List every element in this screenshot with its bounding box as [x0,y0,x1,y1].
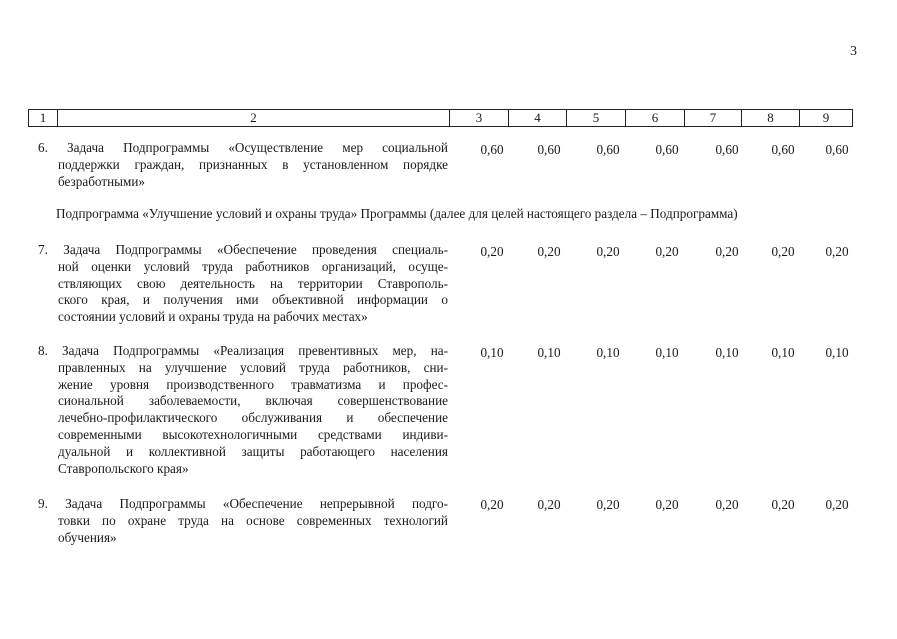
table-row-8-description [38,343,448,477]
table-cell-value: 0,10 [655,345,679,360]
table-cell-value: 0,10 [480,345,504,360]
table-cell-value: 0,20 [596,497,620,512]
table-cell-value: 0,20 [480,244,504,259]
table-cell-value: 0,60 [771,142,795,157]
row-line: товки по охране труда на основе современных технологий [58,512,448,528]
table-cell-value: 0,60 [596,142,620,157]
table-cell-value: 0,10 [596,345,620,360]
row-line: дуальной и коллективной защиты работающего населения [58,443,448,459]
row-line: Задача Подпрограммы «Осуществление мер социальной [67,140,448,155]
table-cell-value: 0,20 [655,497,679,512]
row-number: 9. [38,496,48,511]
table-cell-value: 0,10 [715,345,739,360]
row-line: безработными» [58,173,146,189]
row-line: современными высокотехнологичными средствами индиви- [58,426,448,442]
column-header-5: 5 [567,109,626,127]
column-header-8: 8 [742,109,800,127]
row-number: 6. [38,140,48,155]
column-header-2: 2 [58,109,450,127]
table-cell-value: 0,60 [480,142,504,157]
row-line: сиональной заболеваемости, включая совершенствование [58,393,448,409]
row-line: Задача Подпрограммы «Обеспечение проведения специаль- [63,242,448,257]
row-line: лечебно-профилактического обслуживания и обеспечение [58,410,448,426]
table-cell-value: 0,20 [771,244,795,259]
table-cell-value: 0,20 [825,244,849,259]
row-line: жение уровня производственного травматизма и профес- [58,376,448,392]
table-row-6-description [38,140,448,190]
column-header-3: 3 [450,109,509,127]
row-line: правленных на улучшение условий труда работников, сни- [58,359,448,375]
table-cell-value: 0,20 [596,244,620,259]
row-number: 8. [38,343,48,358]
table-cell-value: 0,20 [655,244,679,259]
page-number: 3 [850,44,857,59]
table-cell-value: 0,60 [655,142,679,157]
row-line: Задача Подпрограммы «Обеспечение непрерывной подго- [65,496,449,511]
row-line: Ставропольского края» [58,460,189,476]
table-cell-value: 0,10 [825,345,849,360]
column-header-1: 1 [28,109,58,127]
column-header-4: 4 [509,109,567,127]
table-cell-value: 0,20 [480,497,504,512]
row-line: обучения» [58,529,117,545]
table-cell-value: 0,20 [825,497,849,512]
table-cell-value: 0,10 [771,345,795,360]
table-cell-value: 0,60 [825,142,849,157]
table-cell-value: 0,60 [537,142,561,157]
row-line: состоянии условий и охраны труда на рабочих местах» [58,309,368,325]
table-cell-value: 0,20 [537,497,561,512]
column-header-9: 9 [800,109,853,127]
table-row-9-description [38,496,448,546]
row-line: ствляющих свою деятельность на территории Ставрополь- [58,275,448,291]
table-row-7-description [38,242,448,326]
row-line: Задача Подпрограммы «Реализация превентивных мер, на- [62,343,449,358]
row-number: 7. [38,242,48,257]
table-cell-value: 0,20 [715,244,739,259]
row-line: поддержки граждан, признанных в установленном порядке [58,156,448,172]
column-header-7: 7 [685,109,742,127]
table-cell-value: 0,60 [715,142,739,157]
row-line: ского края, и получения ими объективной информации о [58,292,448,308]
section-heading: Подпрограмма «Улучшение условий и охраны труда» Программы (далее для целей настоящего раздела – Подпрограмма) [56,206,738,221]
table-cell-value: 0,20 [715,497,739,512]
table-cell-value: 0,20 [537,244,561,259]
table-cell-value: 0,10 [537,345,561,360]
table-cell-value: 0,20 [771,497,795,512]
column-header-6: 6 [626,109,685,127]
row-line: ной оценки условий труда работников организаций, осуще- [58,258,448,274]
